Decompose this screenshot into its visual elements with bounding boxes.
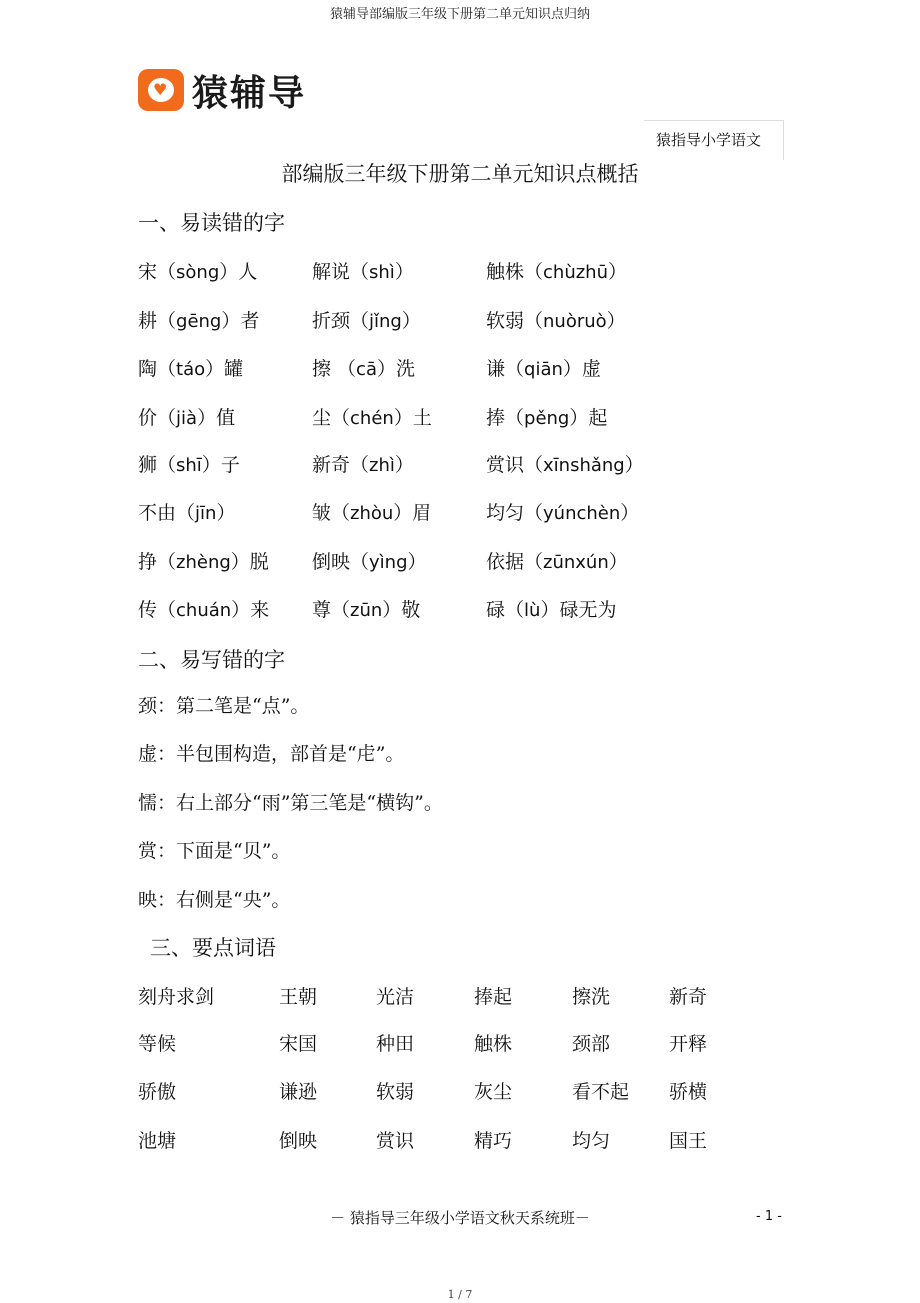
- vocab-word: 均匀: [572, 1130, 611, 1152]
- vocab-word: 看不起: [572, 1081, 630, 1103]
- reading-item: 倒映（yìng）: [312, 551, 427, 573]
- vocab-word: 宋国: [279, 1033, 318, 1055]
- reading-item: 价（jià）值: [138, 407, 236, 429]
- pdf-pager: 1 / 7: [447, 1288, 473, 1301]
- reading-item: 擦 （cā）洗: [312, 358, 415, 380]
- section-heading-1: 一、易读错的字: [138, 211, 285, 235]
- writing-note: 虚：半包围构造，部首是“虍”。: [138, 743, 405, 765]
- vocab-word: 擦洗: [572, 986, 611, 1008]
- reading-item: 尊（zūn）敬: [312, 599, 421, 621]
- writing-note: 懦：右上部分“雨”第三笔是“横钩”。: [138, 792, 443, 814]
- vocab-word: 捧起: [474, 986, 513, 1008]
- brand-tag-text: 猿指导小学语文: [656, 131, 762, 149]
- vocab-word: 软弱: [376, 1081, 415, 1103]
- vocab-word: 精巧: [474, 1130, 513, 1152]
- vocab-word: 新奇: [669, 986, 708, 1008]
- writing-note: 赏：下面是“贝”。: [138, 840, 291, 862]
- heart-icon: ♥: [138, 69, 184, 111]
- reading-item: 陶（táo）罐: [138, 358, 244, 380]
- reading-item: 触株（chùzhū）: [486, 261, 628, 283]
- section-heading-3: 三、要点词语: [150, 936, 276, 960]
- vocab-word: 倒映: [279, 1130, 318, 1152]
- reading-item: 赏识（xīnshǎng）: [486, 454, 644, 476]
- vocab-word: 赏识: [376, 1130, 415, 1152]
- reading-item: 传（chuán）来: [138, 599, 270, 621]
- reading-item: 不由（jīn）: [138, 502, 236, 524]
- reading-item: 耕（gēng）者: [138, 310, 260, 332]
- vocab-word: 骄横: [669, 1081, 708, 1103]
- reading-item: 谦（qiān）虚: [486, 358, 601, 380]
- writing-note: 颈：第二笔是“点”。: [138, 695, 310, 717]
- vocab-word: 王朝: [279, 986, 318, 1008]
- writing-note: 映：右侧是“央”。: [138, 889, 291, 911]
- vocab-word: 触株: [474, 1033, 513, 1055]
- pdf-header: 猿辅导部编版三年级下册第二单元知识点归纳: [329, 7, 590, 22]
- page-number: - 1 -: [756, 1209, 782, 1224]
- reading-item: 依据（zūnxún）: [486, 551, 628, 573]
- vocab-word: 开释: [669, 1033, 708, 1055]
- vocab-word: 种田: [376, 1033, 415, 1055]
- vocab-word: 骄傲: [138, 1081, 177, 1103]
- page-title: 部编版三年级下册第二单元知识点概括: [281, 162, 639, 186]
- reading-item: 宋（sòng）人: [138, 261, 258, 283]
- section-heading-2: 二、易写错的字: [138, 648, 285, 672]
- brand-tag: [644, 120, 784, 160]
- reading-item: 新奇（zhì）: [312, 454, 414, 476]
- reading-item: 软弱（nuòruò）: [486, 310, 626, 332]
- reading-item: 解说（shì）: [312, 261, 414, 283]
- vocab-word: 国王: [669, 1130, 708, 1152]
- vocab-word: 等候: [138, 1033, 177, 1055]
- vocab-word: 灰尘: [474, 1081, 513, 1103]
- vocab-word: 光洁: [376, 986, 415, 1008]
- reading-item: 皱（zhòu）眉: [312, 502, 432, 524]
- vocab-word: 刻舟求剑: [138, 986, 215, 1008]
- reading-item: 均匀（yúnchèn）: [486, 502, 640, 524]
- vocab-word: 池塘: [138, 1130, 177, 1152]
- reading-item: 狮（shī）子: [138, 454, 240, 476]
- logo-text: 猿辅导: [192, 72, 307, 114]
- vocab-word: 颈部: [572, 1033, 611, 1055]
- reading-item: 碌（lù）碌无为: [486, 599, 617, 621]
- reading-item: 折颈（jǐng）: [312, 310, 421, 332]
- logo: [138, 68, 306, 112]
- reading-item: 捧（pěng）起: [486, 407, 608, 429]
- vocab-word: 谦逊: [279, 1081, 318, 1103]
- page-footer: － 猿指导三年级小学语文秋天系统班－: [330, 1209, 590, 1227]
- reading-item: 挣（zhèng）脱: [138, 551, 269, 573]
- reading-item: 尘（chén）土: [312, 407, 432, 429]
